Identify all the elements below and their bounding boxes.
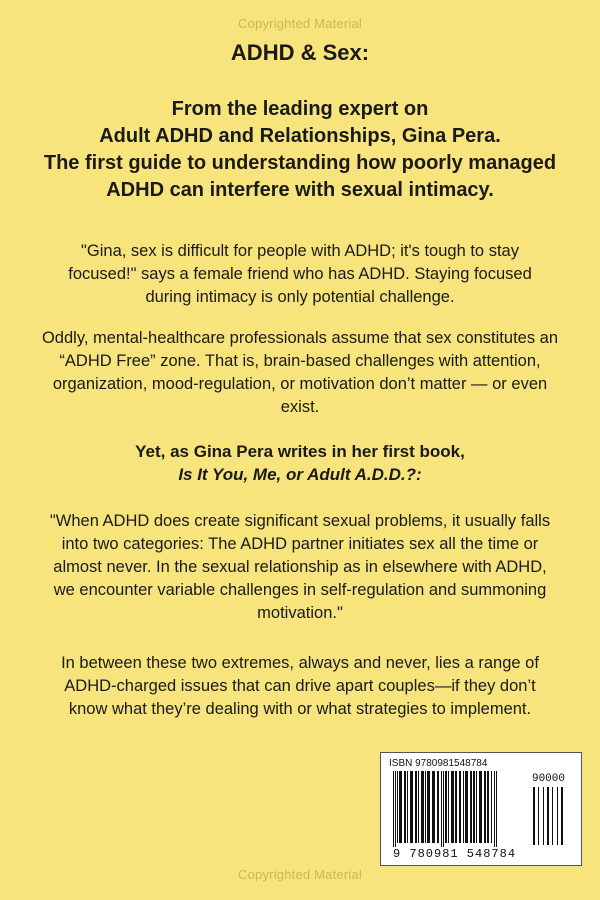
lead-block xyxy=(20,96,580,204)
barcode-bar xyxy=(399,771,402,843)
text-line: ADHD-charged issues that can drive apart couples—if they don’t xyxy=(64,677,536,695)
barcode-bar xyxy=(393,771,394,847)
text-line: know what they’re dealing with or what strategies to implement. xyxy=(68,700,532,718)
lead-line: Adult ADHD and Relationships, Gina Pera. xyxy=(99,125,501,147)
barcode-bar xyxy=(427,771,430,843)
barcode-bar xyxy=(496,771,497,847)
text-line: we encounter variable challenges in self-regulation and summoning xyxy=(53,581,547,599)
addon-bar xyxy=(557,787,558,845)
barcode-bar xyxy=(451,771,454,843)
addon-bar xyxy=(552,787,553,845)
barcode-digits: 9 780981 548784 xyxy=(393,847,517,861)
barcode-bar xyxy=(441,771,442,847)
text-line: during intimacy is only potential challenge. xyxy=(145,288,455,306)
barcode-bar xyxy=(418,771,419,843)
text-line: into two categories: The ADHD partner initiates sex all the time or xyxy=(61,535,539,553)
paragraph-1 xyxy=(30,240,570,309)
barcode-bar xyxy=(491,771,492,843)
text-line: Oddly, mental-healthcare professionals assume that sex constitutes an xyxy=(41,329,559,347)
paragraph-2 xyxy=(30,327,570,419)
barcode-bar xyxy=(473,771,475,843)
addon-bar xyxy=(561,787,563,845)
barcode-bar xyxy=(415,771,417,843)
isbn-barcode xyxy=(380,752,582,866)
price-code: 90000 xyxy=(531,773,565,785)
barcode-bar xyxy=(487,771,489,843)
addon-bar xyxy=(533,787,535,845)
book-reference xyxy=(30,440,570,486)
paragraph-4 xyxy=(30,652,570,721)
barcode-bar xyxy=(479,771,482,843)
cover-title: ADHD & Sex: xyxy=(230,40,370,65)
text-line: In between these two extremes, always and never, lies a range of xyxy=(61,654,539,672)
quote-paragraph xyxy=(30,510,570,625)
barcode-bar xyxy=(459,771,461,843)
isbn-label: ISBN 9780981548784 xyxy=(389,758,488,769)
barcode-bar xyxy=(395,771,396,847)
barcode-bar xyxy=(445,771,447,843)
barcode-bar xyxy=(484,771,486,843)
barcode-bar xyxy=(465,771,468,843)
watermark-bottom: Copyrighted Material xyxy=(238,867,362,882)
barcode-bar xyxy=(443,771,444,847)
barcode-bar xyxy=(470,771,472,843)
lead-line: From the leading expert on xyxy=(171,98,429,120)
addon-bar xyxy=(543,787,544,845)
text-line: "When ADHD does create significant sexual problems, it usually falls xyxy=(49,512,551,530)
barcode-bar xyxy=(432,771,435,843)
barcode-bar xyxy=(476,771,477,843)
addon-bar xyxy=(538,787,539,845)
yet-line: Yet, as Gina Pera writes in her first book, xyxy=(135,442,465,461)
barcode-bar xyxy=(425,771,426,843)
barcode-bar xyxy=(410,771,413,843)
text-line: "Gina, sex is difficult for people with ADHD; it's tough to stay xyxy=(81,242,519,260)
watermark-top: Copyrighted Material xyxy=(238,16,362,31)
text-line: exist. xyxy=(280,398,320,416)
barcode-bar xyxy=(448,771,449,843)
barcode-bar xyxy=(463,771,464,843)
barcode-bar xyxy=(494,771,495,847)
barcode-bar xyxy=(437,771,439,843)
text-line: motivation." xyxy=(257,604,343,622)
addon-bar xyxy=(547,787,549,845)
book-title: Is It You, Me, or Adult A.D.D.?: xyxy=(178,465,422,484)
barcode-bar xyxy=(455,771,457,843)
text-line: focused!" says a female friend who has ADHD. Staying focused xyxy=(68,265,532,283)
text-line: organization, mood-regulation, or motivation don’t matter — or even xyxy=(52,375,548,393)
text-line: “ADHD Free” zone. That is, brain-based challenges with attention, xyxy=(59,352,541,370)
barcode-bar xyxy=(397,771,398,843)
barcode-bar xyxy=(407,771,408,843)
barcode-bar xyxy=(421,771,424,843)
barcode-bar xyxy=(404,771,406,843)
lead-line: The first guide to understanding how poorly managed xyxy=(43,152,557,174)
lead-line: ADHD can interfere with sexual intimacy. xyxy=(106,179,494,201)
text-line: almost never. In the sexual relationship as in elsewhere with ADHD, xyxy=(53,558,547,576)
